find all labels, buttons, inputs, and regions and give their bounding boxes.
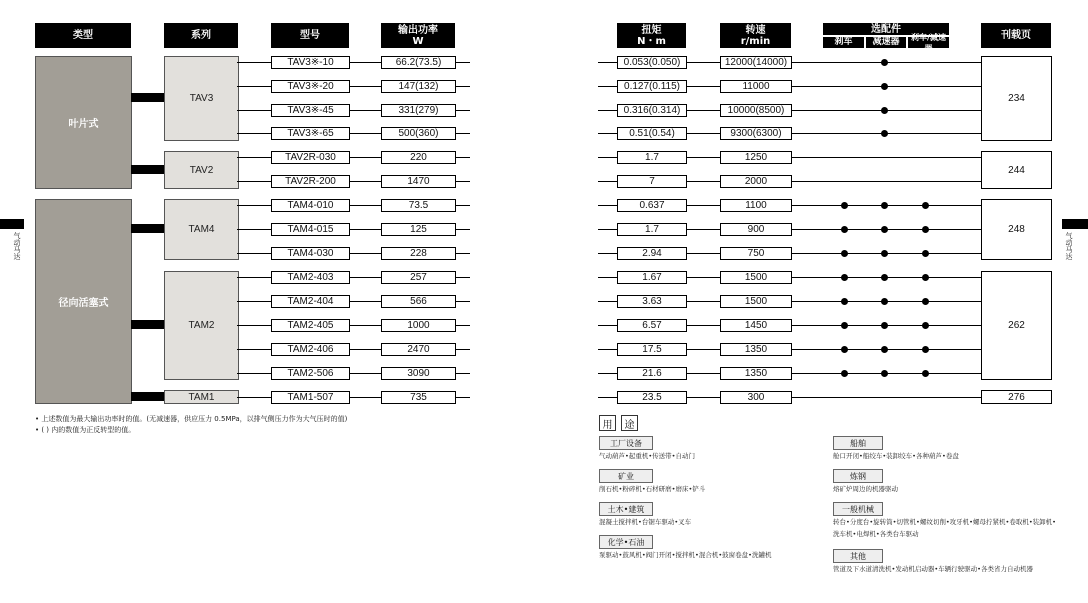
usage-category-tag: 船舶 — [833, 436, 883, 450]
type-vane: 叶片式 — [35, 56, 132, 189]
usage-title-a: 用 — [599, 415, 616, 431]
header-power: 输出功率 W — [381, 23, 455, 48]
power-cell-text: 2470 — [407, 344, 430, 355]
speed-cell — [720, 80, 792, 93]
header-series: 系列 — [164, 23, 238, 48]
note-line: • ( ) 内的数值为正反转型的值。 — [35, 426, 136, 434]
connector-bar — [131, 320, 164, 329]
model-cell — [271, 151, 350, 164]
option-dot — [881, 298, 888, 305]
torque-cell-text: 1.67 — [642, 272, 662, 283]
option-dot — [922, 274, 929, 281]
speed-cell — [720, 127, 792, 140]
usage-category-desc: 泵驱动•鼓风机•阀门开闭•搅拌机•混合机•鼓窗卷盘•洗罐机 — [599, 551, 772, 559]
speed-cell-text: 750 — [747, 248, 765, 259]
option-dot — [922, 322, 929, 329]
type-radial-piston: 径向活塞式 — [35, 199, 132, 404]
connector-bar — [131, 165, 164, 174]
model-cell-text: TAV3※-10 — [287, 57, 334, 68]
power-cell — [381, 56, 456, 69]
model-cell-text: TAV3※-45 — [287, 105, 334, 116]
model-cell-text: TAM2-404 — [287, 296, 334, 307]
model-cell-text: TAM4-015 — [287, 224, 334, 235]
torque-cell — [617, 343, 687, 356]
header-speed: 转速 r/min — [720, 23, 791, 48]
option-dot — [881, 107, 888, 114]
option-dot — [922, 346, 929, 353]
speed-cell — [720, 319, 792, 332]
side-tab-right — [1062, 219, 1088, 229]
speed-cell-text: 12000(14000) — [724, 57, 788, 68]
model-cell-text: TAV2R-030 — [285, 152, 336, 163]
model-cell — [271, 127, 350, 140]
power-cell-text: 3090 — [407, 368, 430, 379]
option-dot — [881, 274, 888, 281]
power-cell — [381, 271, 456, 284]
model-cell — [271, 247, 350, 260]
power-cell — [381, 367, 456, 380]
note-line: • 上述数值为最大输出功率时的值。(无减速器，供应压力 0.5MPa，以排气侧压力作为大气压时的值) — [35, 415, 348, 423]
option-dot — [881, 370, 888, 377]
option-dot — [881, 130, 888, 137]
torque-cell-text: 6.57 — [642, 320, 662, 331]
power-cell — [381, 199, 456, 212]
option-dot — [881, 226, 888, 233]
header-opt-both: 刹车/减速器 — [908, 37, 949, 48]
model-cell-text: TAM2-403 — [287, 272, 334, 283]
power-cell-text: 331(279) — [398, 105, 439, 116]
model-cell — [271, 175, 350, 188]
side-label-left: 气动马达 — [13, 232, 21, 260]
model-cell — [271, 56, 350, 69]
usage-category-desc: 舱口开闭•船绞车•装卸绞车•各种葫芦•卷盘 — [833, 452, 959, 460]
series-tav3: TAV3 — [164, 56, 239, 141]
power-cell — [381, 175, 456, 188]
page-ref: 248 — [981, 199, 1052, 260]
torque-cell — [617, 391, 687, 404]
usage-category-desc: 熔矿炉周边的机器驱动 — [833, 485, 898, 493]
torque-cell-text: 21.6 — [642, 368, 662, 379]
power-cell — [381, 151, 456, 164]
connector-bar — [131, 224, 164, 233]
power-cell-text: 500(360) — [398, 128, 439, 139]
option-dot — [881, 59, 888, 66]
option-dot — [881, 83, 888, 90]
usage-category-tag: 炼钢 — [833, 469, 883, 483]
speed-cell-text: 1500 — [744, 296, 768, 307]
torque-cell — [617, 295, 687, 308]
power-cell — [381, 343, 456, 356]
option-dot — [841, 226, 848, 233]
torque-cell-text: 3.63 — [642, 296, 662, 307]
speed-cell — [720, 56, 792, 69]
speed-cell — [720, 367, 792, 380]
speed-cell-text: 1350 — [744, 344, 768, 355]
torque-cell-text: 17.5 — [642, 344, 662, 355]
torque-cell — [617, 104, 687, 117]
usage-category-tag: 化学•石油 — [599, 535, 653, 549]
speed-cell-text: 900 — [747, 224, 765, 235]
power-cell-text: 125 — [410, 224, 427, 235]
connector-bar — [131, 392, 164, 401]
power-cell-text: 257 — [410, 272, 427, 283]
power-cell-text: 147(132) — [398, 81, 439, 92]
model-cell-text: TAM2-405 — [287, 320, 334, 331]
torque-cell-text: 0.637 — [639, 200, 665, 211]
usage-category-tag: 一般机械 — [833, 502, 883, 516]
model-cell — [271, 343, 350, 356]
page-ref: 262 — [981, 271, 1052, 380]
speed-cell-text: 1250 — [744, 152, 768, 163]
torque-cell — [617, 319, 687, 332]
torque-cell — [617, 271, 687, 284]
option-dot — [841, 322, 848, 329]
model-cell-text: TAM1-507 — [287, 392, 334, 403]
page-ref: 276 — [981, 390, 1052, 404]
torque-cell-text: 0.51(0.54) — [629, 128, 675, 139]
option-dot — [922, 298, 929, 305]
torque-cell-text: 2.94 — [642, 248, 662, 259]
torque-cell — [617, 56, 687, 69]
model-cell — [271, 295, 350, 308]
option-dot — [881, 322, 888, 329]
option-dot — [881, 202, 888, 209]
torque-cell — [617, 247, 687, 260]
option-dot — [922, 202, 929, 209]
power-cell — [381, 247, 456, 260]
model-cell-text: TAV3※-65 — [287, 128, 334, 139]
usage-category-tag: 工厂设备 — [599, 436, 653, 450]
power-cell-text: 73.5 — [408, 200, 429, 211]
power-cell-text: 1470 — [407, 176, 430, 187]
page-ref: 244 — [981, 151, 1052, 189]
speed-cell-text: 9300(6300) — [730, 128, 782, 139]
torque-cell — [617, 367, 687, 380]
power-cell — [381, 223, 456, 236]
speed-cell-text: 11000 — [742, 81, 770, 92]
torque-cell — [617, 151, 687, 164]
model-cell — [271, 271, 350, 284]
power-cell-text: 228 — [410, 248, 427, 259]
torque-cell-text: 7 — [649, 176, 655, 187]
speed-cell — [720, 151, 792, 164]
speed-cell-text: 1100 — [745, 200, 767, 211]
power-cell-text: 66.2(73.5) — [395, 57, 442, 68]
power-cell-text: 735 — [410, 392, 427, 403]
usage-category-tag: 矿业 — [599, 469, 653, 483]
option-dot — [922, 226, 929, 233]
speed-cell-text: 1500 — [744, 272, 768, 283]
header-torque: 扭矩 N・m — [617, 23, 686, 48]
series-tav2: TAV2 — [164, 151, 239, 189]
model-cell — [271, 319, 350, 332]
torque-cell-text: 1.7 — [645, 152, 659, 163]
option-dot — [881, 346, 888, 353]
model-cell — [271, 80, 350, 93]
power-cell-text: 1000 — [407, 320, 430, 331]
usage-category-desc: 削石机•粉碎机•石材研磨•磨床•铲斗 — [599, 485, 706, 493]
speed-cell — [720, 295, 792, 308]
speed-cell — [720, 247, 792, 260]
model-cell-text: TAM4-030 — [287, 248, 334, 259]
model-cell-text: TAM2-406 — [287, 344, 334, 355]
usage-category-desc: 管道及下水道清洗机•发动机启动器•车辆行驶驱动•各类省力自动机器 — [833, 565, 1034, 573]
torque-cell — [617, 199, 687, 212]
torque-cell-text: 1.7 — [645, 224, 659, 235]
model-cell — [271, 223, 350, 236]
power-cell — [381, 104, 456, 117]
power-cell — [381, 295, 456, 308]
model-cell-text: TAV3※-20 — [287, 81, 334, 92]
header-page: 刊载页 — [981, 23, 1051, 48]
header-model: 型号 — [271, 23, 349, 48]
power-cell-text: 566 — [410, 296, 427, 307]
connector-bar — [131, 93, 164, 102]
torque-cell — [617, 175, 687, 188]
torque-cell — [617, 127, 687, 140]
usage-category-desc: 转台•分度台•旋转筒•切管机•螺纹切削•攻牙机•螺母拧紧机•卷取机•装卸机•洗车机•电焊机•各类台车驱动 — [833, 518, 1057, 538]
series-tam1: TAM1 — [164, 390, 239, 404]
torque-cell-text: 0.316(0.314) — [623, 105, 681, 116]
power-cell — [381, 391, 456, 404]
header-opt-reducer: 减速器 — [866, 37, 906, 48]
speed-cell-text: 300 — [747, 392, 765, 403]
option-dot — [841, 346, 848, 353]
torque-cell-text: 23.5 — [642, 392, 662, 403]
usage-category-desc: 混凝土搅拌机•台锯车驱动•叉车 — [599, 518, 692, 526]
side-tab-left — [0, 219, 24, 229]
speed-cell — [720, 175, 792, 188]
speed-cell — [720, 391, 792, 404]
header-type: 类型 — [35, 23, 131, 48]
speed-cell — [720, 104, 792, 117]
header-options: 选配件 — [823, 23, 949, 35]
model-cell — [271, 391, 350, 404]
torque-cell — [617, 80, 687, 93]
page-ref: 234 — [981, 56, 1052, 141]
model-cell-text: TAM2-506 — [287, 368, 334, 379]
power-cell — [381, 80, 456, 93]
option-dot — [841, 274, 848, 281]
option-dot — [881, 250, 888, 257]
speed-cell-text: 1350 — [744, 368, 768, 379]
option-dot — [841, 202, 848, 209]
series-tam4: TAM4 — [164, 199, 239, 260]
power-cell — [381, 319, 456, 332]
power-cell — [381, 127, 456, 140]
speed-cell — [720, 271, 792, 284]
series-tam2: TAM2 — [164, 271, 239, 380]
model-cell-text: TAV2R-200 — [285, 176, 336, 187]
torque-cell — [617, 223, 687, 236]
speed-cell-text: 2000 — [744, 176, 768, 187]
usage-title-b: 途 — [621, 415, 638, 431]
option-dot — [841, 250, 848, 257]
option-dot — [922, 370, 929, 377]
torque-cell-text: 0.053(0.050) — [623, 57, 681, 68]
model-cell-text: TAM4-010 — [287, 200, 334, 211]
torque-cell-text: 0.127(0.115) — [624, 81, 680, 92]
model-cell — [271, 367, 350, 380]
model-cell — [271, 199, 350, 212]
header-opt-brake: 刹车 — [823, 37, 864, 48]
speed-cell — [720, 199, 792, 212]
usage-category-desc: 气动葫芦•起重机•传送带•自动门 — [599, 452, 696, 460]
side-label-right: 气动马达 — [1065, 232, 1073, 260]
power-cell-text: 220 — [410, 152, 427, 163]
usage-category-tag: 土木•建筑 — [599, 502, 653, 516]
option-dot — [841, 298, 848, 305]
option-dot — [841, 370, 848, 377]
usage-category-tag: 其他 — [833, 549, 883, 563]
speed-cell — [720, 343, 792, 356]
model-cell — [271, 104, 350, 117]
speed-cell-text: 10000(8500) — [727, 105, 785, 116]
option-dot — [922, 250, 929, 257]
speed-cell — [720, 223, 792, 236]
speed-cell-text: 1450 — [744, 320, 768, 331]
